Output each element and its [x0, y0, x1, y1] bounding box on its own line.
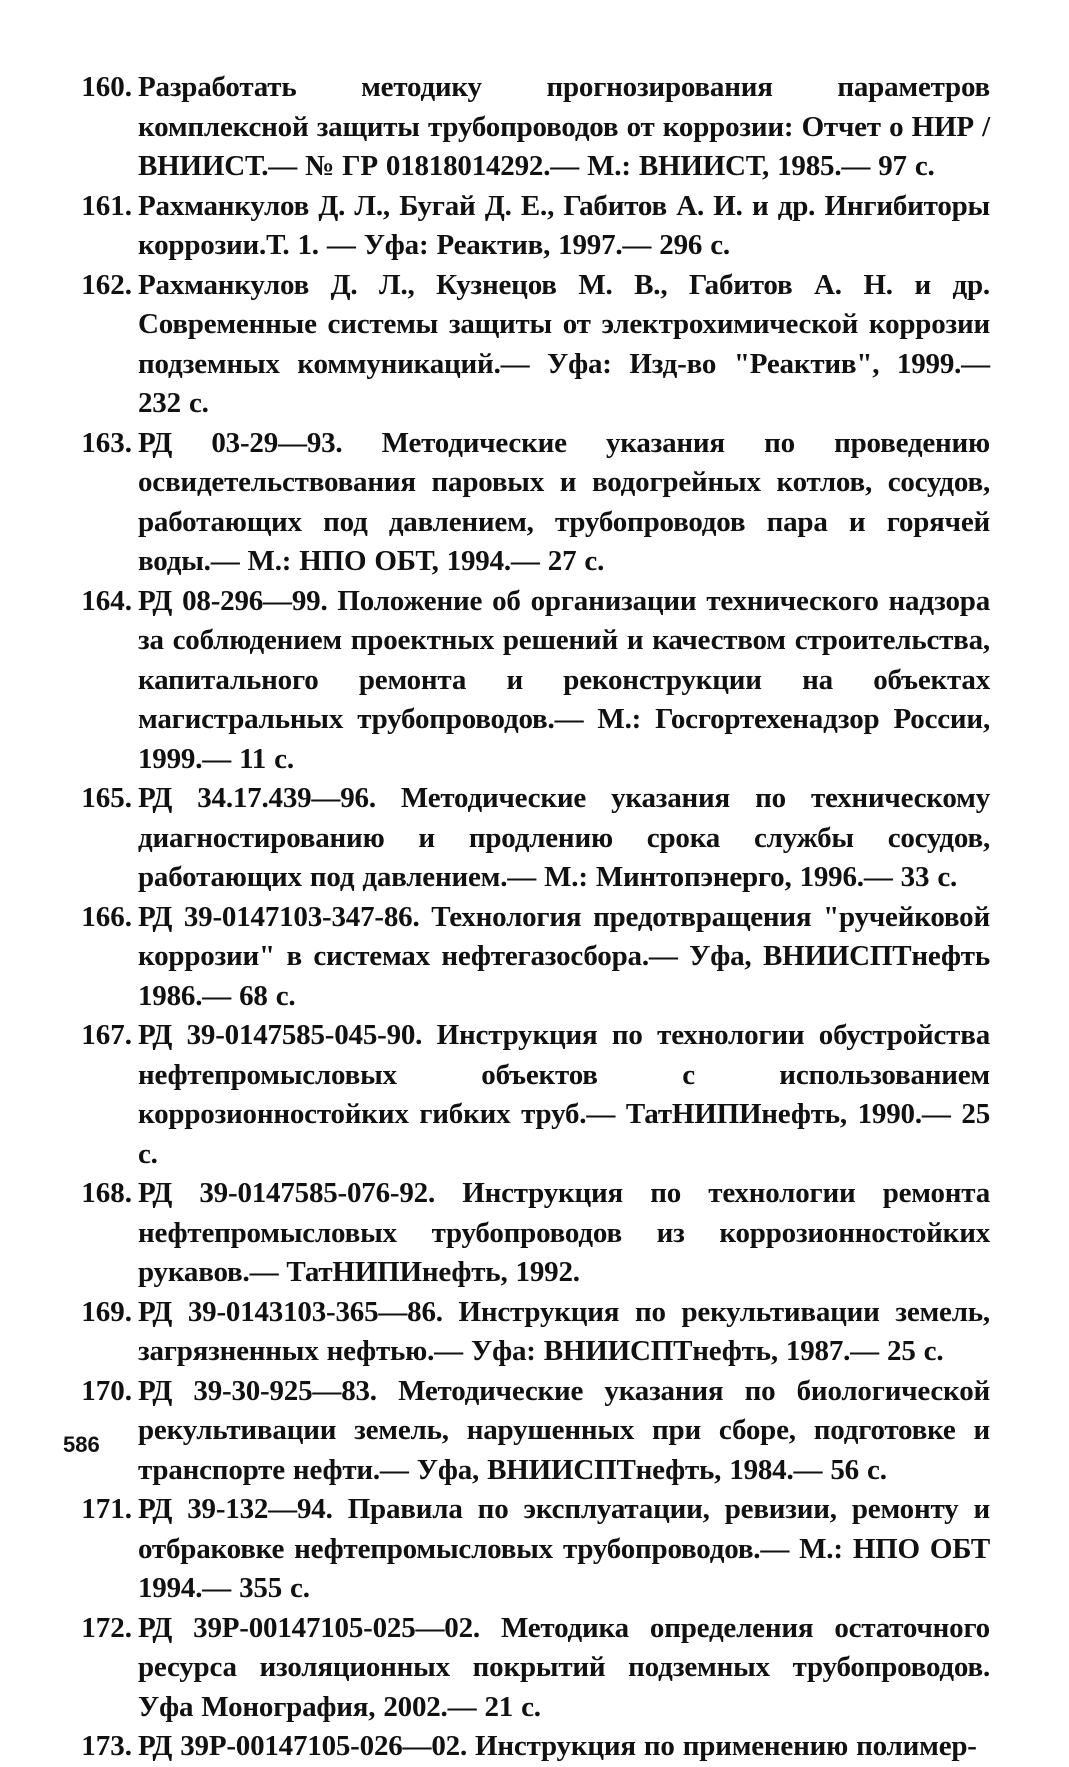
reference-item	[70, 1727, 990, 1767]
reference-number: 169.	[81, 1295, 132, 1328]
reference-text: Рахманкулов Д. Л., Бугай Д. Е., Габитов А. И. и др. Ингибиторы коррозии.Т. 1. — Уфа: Реактив, 1997.— 296 с.	[138, 189, 990, 261]
reference-text: РД 39Р-00147105-025—02. Методика определения остаточного ресурса изоляционных покрытий подземных трубопроводов. Уфа Монография, 2002.— 21 с.	[138, 1611, 990, 1723]
page-number: 586	[63, 1432, 100, 1457]
reference-text: РД 08-296—99. Положение об организации технического надзора за соблюдением проектных решений и качеством строительства, капитального ремонта и реконструкции на объектах магистральных трубопроводов.— М.: Госгортехенадзор России, 1999.— 11 с.	[138, 584, 990, 775]
reference-number: 164.	[81, 584, 132, 617]
reference-item	[70, 1293, 990, 1372]
reference-number: 160.	[81, 71, 132, 103]
reference-text: РД 39Р-00147105-026—02. Инструкция по применению полимер-	[138, 1730, 977, 1762]
reference-item	[70, 1490, 990, 1609]
reference-item	[70, 1016, 990, 1174]
reference-text: РД 39-0147585-045-90. Инструкция по технологии обустройства нефтепромысловых объектов с использованием коррозионностойких гибких труб.— ТатНИПИнефть, 1990.— 25 с.	[138, 1019, 990, 1170]
reference-number: 162.	[81, 268, 132, 301]
reference-text: РД 34.17.439—96. Методические указания по техническому диагностированию и продлению срока службы сосудов, работающих под давлением.— М.: Минтопэнерго, 1996.— 33 с.	[138, 782, 990, 893]
reference-list	[70, 68, 990, 1767]
reference-item	[70, 266, 990, 424]
reference-item	[70, 1372, 990, 1491]
reference-text: РД 39-0147103-347-86. Технология предотвращения "ручейковой коррозии" в системах нефтегазосбора.— Уфа, ВНИИСПТнефть 1986.— 68 с.	[138, 900, 990, 1012]
reference-number: 166.	[81, 900, 132, 933]
reference-item	[70, 68, 990, 187]
reference-text: Рахманкулов Д. Л., Кузнецов М. В., Габитов А. Н. и др. Современные системы защиты от электрохимической коррозии подземных коммуникаций.— Уфа: Изд-во "Реактив", 1999.— 232 с.	[138, 268, 990, 419]
reference-item	[70, 1174, 990, 1293]
reference-text: РД 39-0143103-365—86. Инструкция по рекультивации земель, загрязненных нефтью.— Уфа: ВНИИСПТнефть, 1987.— 25 с.	[138, 1295, 990, 1367]
reference-number: 173.	[81, 1730, 132, 1762]
reference-number: 161.	[81, 189, 132, 222]
reference-item	[70, 1609, 990, 1728]
reference-number: 168.	[81, 1177, 132, 1209]
reference-number: 172.	[81, 1611, 132, 1644]
reference-number: 163.	[81, 426, 132, 459]
reference-text: РД 39-0147585-076-92. Инструкция по технологии ремонта нефтепромысловых трубопроводов из коррозионностойких рукавов.— ТатНИПИнефть, 1992.	[138, 1177, 990, 1288]
reference-item	[70, 582, 990, 780]
reference-text: РД 39-30-925—83. Методические указания по биологической рекультивации земель, нарушенных при сборе, подготовке и транспорте нефти.— Уфа, ВНИИСПТнефть, 1984.— 56 с.	[138, 1374, 990, 1486]
reference-item	[70, 424, 990, 582]
reference-item	[70, 779, 990, 898]
reference-number: 167.	[81, 1019, 132, 1051]
reference-text: РД 03-29—93. Методические указания по проведению освидетельствования паровых и водогрейных котлов, сосудов, работающих под давлением, трубопроводов пара и горячей воды.— М.: НПО ОБТ, 1994.— 27 с.	[138, 426, 990, 577]
reference-number: 165.	[81, 782, 132, 814]
reference-text: РД 39-132—94. Правила по эксплуатации, ревизии, ремонту и отбраковке нефтепромысловых трубопроводов.— М.: НПО ОБТ 1994.— 355 с.	[138, 1493, 990, 1604]
reference-text: Разработать методику прогнозирования параметров комплексной защиты трубопроводов от коррозии: Отчет о НИР / ВНИИСТ.— № ГР 01818014292.— М.: ВНИИСТ, 1985.— 97 с.	[138, 71, 990, 182]
reference-item	[70, 898, 990, 1017]
reference-number: 171.	[81, 1493, 132, 1525]
reference-item	[70, 187, 990, 266]
reference-number: 170.	[81, 1374, 132, 1407]
